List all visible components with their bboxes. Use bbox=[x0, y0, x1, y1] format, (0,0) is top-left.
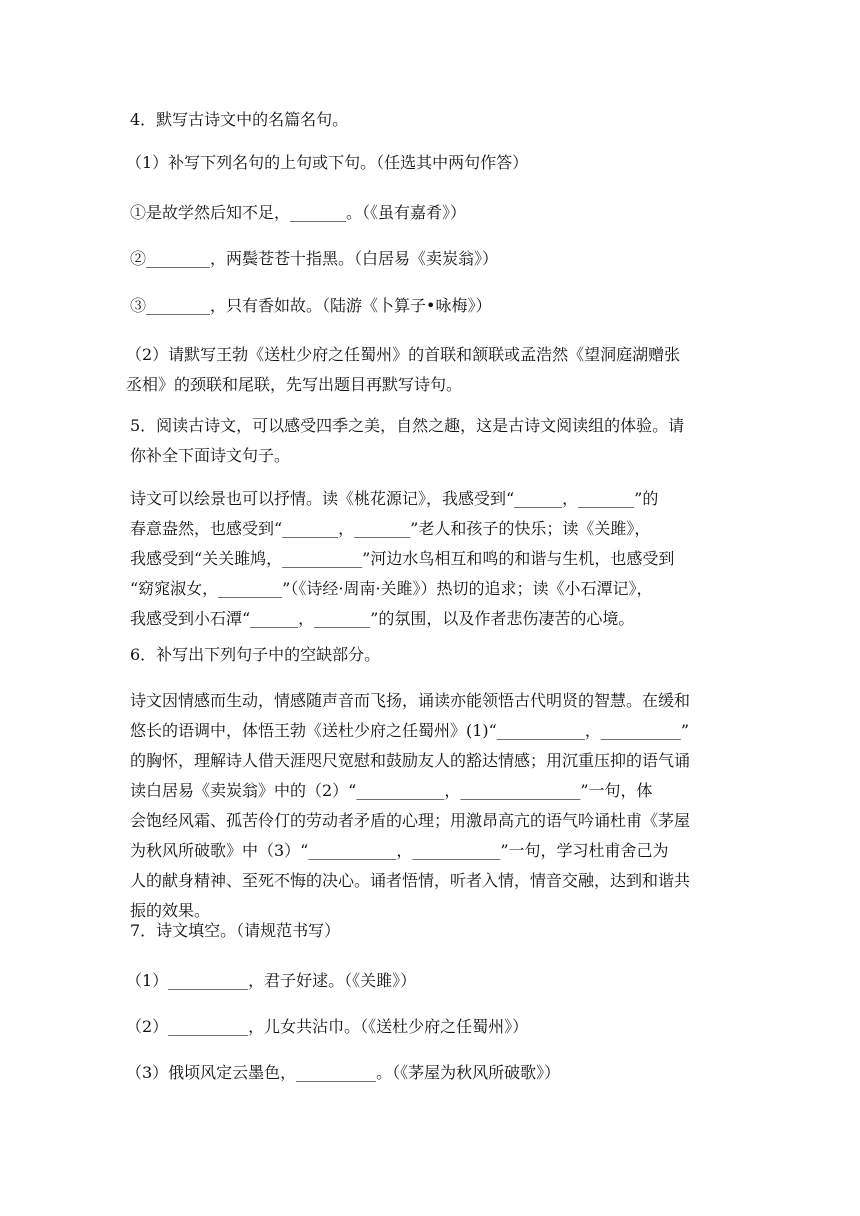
q6-title: 6．补写出下列句子中的空缺部分。 bbox=[130, 645, 381, 664]
q6-body-line: 读白居易《卖炭翁》中的（2）“___________，_______________”一句，体 bbox=[130, 781, 653, 800]
q6-body-line: 为秋风所破歌》中（3）“___________，___________”一句，学习杜甫舍己为 bbox=[130, 841, 669, 860]
q5-body-line: 春意盎然，也感受到“_______，_______”老人和孩子的快乐；读《关雎》， bbox=[130, 519, 651, 538]
q5-body bbox=[130, 484, 730, 634]
q7-item1: （1）__________，君子好逑。（《关雎》） bbox=[126, 971, 417, 990]
q4-item1: ①是故学然后知不足，_______。（《虽有嘉肴》） bbox=[130, 203, 467, 222]
q7-item3: （3）俄顷风定云墨色，__________。（《茅屋为秋风所破歌》） bbox=[126, 1063, 561, 1082]
q6-body bbox=[130, 686, 730, 926]
q5-title bbox=[130, 411, 730, 471]
q4-title: 4．默写古诗文中的名篇名句。 bbox=[130, 110, 349, 129]
q6-body-line: 会饱经风霜、孤苦伶仃的劳动者矛盾的心理；用激昂高亢的语气吟诵杜甫《茅屋 bbox=[130, 811, 691, 830]
q6-body-line: 振的效果。 bbox=[130, 901, 211, 920]
q4-item3: ③________，只有香如故。（陆游《卜算子•咏梅》） bbox=[130, 296, 492, 315]
q5-title-line: 你补全下面诗文句子。 bbox=[130, 446, 291, 465]
q4-item2: ②________，两鬓苍苍十指黑。（白居易《卖炭翁》） bbox=[130, 249, 499, 268]
q6-body-line: 人的献身精神、至死不悔的决心。诵者悟情，听者入情，情音交融，达到和谐共 bbox=[130, 871, 691, 890]
q6-body-line: 悠长的语调中，体悟王勃《送杜少府之任蜀州》(1)“___________，__________” bbox=[130, 721, 690, 740]
q5-body-line: 我感受到小石潭“______，_______”的氛围，以及作者悲伤凄苦的心境。 bbox=[130, 609, 635, 628]
q4-sub2 bbox=[126, 340, 726, 400]
q5-body-line: 诗文可以绘景也可以抒情。读《桃花源记》，我感受到“______，_______”的 bbox=[130, 489, 659, 508]
q5-body-line: 我感受到“关关雎鸠，__________”河边水鸟相互和鸣的和谐与生机，也感受到 bbox=[130, 549, 675, 568]
q7-title: 7．诗文填空。（请规范书写） bbox=[130, 921, 341, 940]
q7-item2: （2）__________，儿女共沾巾。（《送杜少府之任蜀州》） bbox=[126, 1017, 529, 1036]
q5-title-line: 5．阅读古诗文，可以感受四季之美，自然之趣，这是古诗文阅读组的体验。请 bbox=[130, 416, 685, 435]
q6-body-line: 的胸怀，理解诗人借天涯咫尺宽慰和鼓励友人的豁达情感；用沉重压抑的语气诵 bbox=[130, 751, 691, 770]
q4-sub2-line: （2）请默写王勃《送杜少府之任蜀州》的首联和颔联或孟浩然《望洞庭湖赠张 bbox=[126, 345, 681, 364]
q4-sub1: （1）补写下列名句的上句或下句。（任选其中两句作答） bbox=[126, 153, 529, 172]
q6-body-line: 诗文因情感而生动，情感随声音而飞扬，诵读亦能领悟古代明贤的智慧。在缓和 bbox=[130, 691, 691, 710]
q4-sub2-line: 丞相》的颈联和尾联，先写出题目再默写诗句。 bbox=[126, 375, 463, 394]
q5-body-line: “窈窕淑女，________”（《诗经·周南·关雎》）热切的追求；读《小石潭记》， bbox=[130, 579, 653, 598]
